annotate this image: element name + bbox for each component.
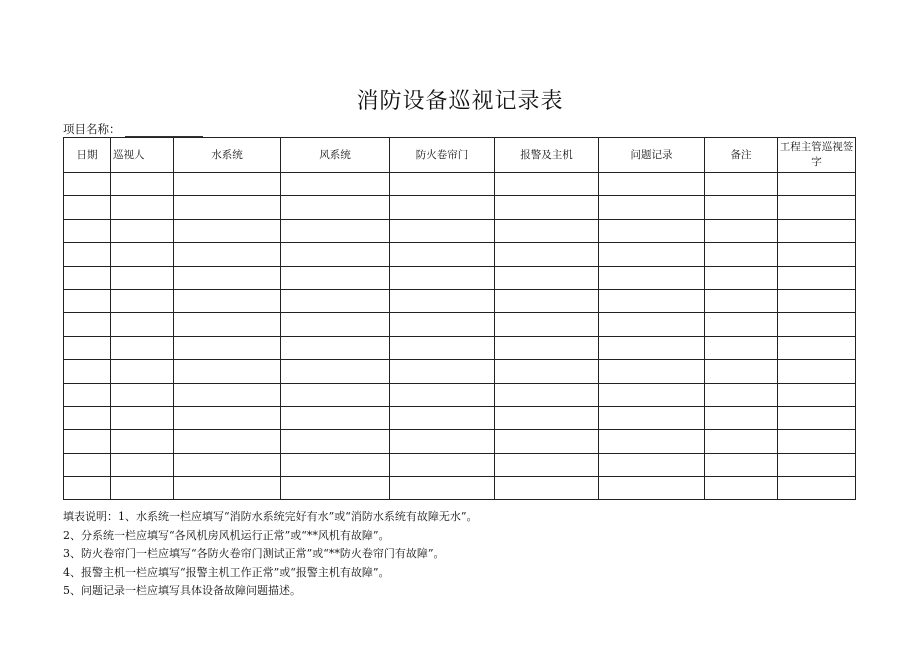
instruction-line: 4、报警主机一栏应填写“报警主机工作正常”或“报警主机有故障”。 <box>63 565 390 579</box>
table-row <box>64 477 856 500</box>
table-cell[interactable] <box>281 477 390 500</box>
table-row <box>64 383 856 406</box>
table-cell[interactable] <box>111 360 174 383</box>
table-cell[interactable] <box>705 289 778 312</box>
table-cell[interactable] <box>390 406 495 429</box>
table-cell[interactable] <box>281 289 390 312</box>
header-water-system: 水系统 <box>174 138 281 173</box>
table-cell[interactable] <box>174 453 281 476</box>
table-cell[interactable] <box>599 383 705 406</box>
header-alarm-host: 报警及主机 <box>495 138 599 173</box>
table-cell[interactable] <box>390 336 495 359</box>
table-cell[interactable] <box>390 289 495 312</box>
table-cell[interactable] <box>64 336 111 359</box>
table-cell[interactable] <box>111 219 174 242</box>
table-cell[interactable] <box>111 383 174 406</box>
table-cell[interactable] <box>705 219 778 242</box>
instruction-line: 3、防火卷帘门一栏应填写“各防火卷帘门测试正常”或“**防火卷帘门有故障”。 <box>63 547 445 560</box>
table-cell[interactable] <box>281 173 390 196</box>
table-cell[interactable] <box>390 430 495 453</box>
table-cell[interactable] <box>174 289 281 312</box>
table-cell[interactable] <box>495 360 599 383</box>
table-row <box>64 289 856 312</box>
table-cell[interactable] <box>281 406 390 429</box>
table-cell[interactable] <box>174 430 281 453</box>
table-row <box>64 453 856 476</box>
table-cell[interactable] <box>174 219 281 242</box>
header-fire-shutter: 防火卷帘门 <box>390 138 495 173</box>
table-cell[interactable] <box>599 336 705 359</box>
table-cell[interactable] <box>64 289 111 312</box>
table-cell[interactable] <box>174 196 281 219</box>
table-cell[interactable] <box>778 243 856 266</box>
instruction-line: 5、问题记录一栏应填写具体设备故障问题描述。 <box>63 584 301 597</box>
table-cell[interactable] <box>599 453 705 476</box>
table-cell[interactable] <box>64 196 111 219</box>
table-row <box>64 219 856 242</box>
table-cell[interactable] <box>281 453 390 476</box>
header-air-system: 风系统 <box>281 138 390 173</box>
project-name-label: 项目名称： <box>63 122 121 136</box>
table-cell[interactable] <box>111 173 174 196</box>
table-cell[interactable] <box>599 243 705 266</box>
table-cell[interactable] <box>111 406 174 429</box>
table-cell[interactable] <box>281 336 390 359</box>
table-row <box>64 430 856 453</box>
table-cell[interactable] <box>390 196 495 219</box>
table-cell[interactable] <box>111 453 174 476</box>
table-cell[interactable] <box>705 173 778 196</box>
table-row <box>64 360 856 383</box>
table-cell[interactable] <box>778 477 856 500</box>
table-cell[interactable] <box>495 336 599 359</box>
table-cell[interactable] <box>705 243 778 266</box>
header-issue-record: 问题记录 <box>599 138 705 173</box>
table-cell[interactable] <box>174 266 281 289</box>
table-cell[interactable] <box>778 383 856 406</box>
table-cell[interactable] <box>778 313 856 336</box>
table-cell[interactable] <box>174 477 281 500</box>
table-cell[interactable] <box>599 313 705 336</box>
table-row <box>64 313 856 336</box>
table-cell[interactable] <box>495 477 599 500</box>
table-cell[interactable] <box>495 243 599 266</box>
table-cell[interactable] <box>599 266 705 289</box>
table-cell[interactable] <box>495 453 599 476</box>
table-cell[interactable] <box>705 453 778 476</box>
table-cell[interactable] <box>705 430 778 453</box>
table-cell[interactable] <box>64 453 111 476</box>
table-cell[interactable] <box>705 477 778 500</box>
project-name-blank <box>125 124 203 137</box>
table-cell[interactable] <box>390 313 495 336</box>
table-cell[interactable] <box>599 477 705 500</box>
table-cell[interactable] <box>281 243 390 266</box>
table-cell[interactable] <box>705 196 778 219</box>
table-cell[interactable] <box>599 173 705 196</box>
table-cell[interactable] <box>495 383 599 406</box>
instructions <box>63 508 478 601</box>
table-row <box>64 196 856 219</box>
table-cell[interactable] <box>778 266 856 289</box>
table-cell[interactable] <box>495 196 599 219</box>
table-cell[interactable] <box>495 406 599 429</box>
table-row <box>64 243 856 266</box>
table-cell[interactable] <box>111 196 174 219</box>
table-cell[interactable] <box>778 360 856 383</box>
table-cell[interactable] <box>599 360 705 383</box>
table-cell[interactable] <box>111 243 174 266</box>
table-cell[interactable] <box>599 430 705 453</box>
table-cell[interactable] <box>390 453 495 476</box>
table-cell[interactable] <box>495 219 599 242</box>
table-cell[interactable] <box>64 430 111 453</box>
table-cell[interactable] <box>281 360 390 383</box>
header-inspector: 巡视人 <box>111 138 174 173</box>
table-cell[interactable] <box>64 360 111 383</box>
table-cell[interactable] <box>495 289 599 312</box>
table-cell[interactable] <box>778 219 856 242</box>
table-cell[interactable] <box>64 173 111 196</box>
table-cell[interactable] <box>64 243 111 266</box>
table-cell[interactable] <box>281 430 390 453</box>
page-title: 消防设备巡视记录表 <box>356 89 564 114</box>
table-cell[interactable] <box>390 219 495 242</box>
table-cell[interactable] <box>281 219 390 242</box>
table-cell[interactable] <box>281 266 390 289</box>
header-remarks: 备注 <box>705 138 778 173</box>
table-cell[interactable] <box>778 336 856 359</box>
table-cell[interactable] <box>495 173 599 196</box>
table-cell[interactable] <box>64 383 111 406</box>
table-cell[interactable] <box>64 406 111 429</box>
table-cell[interactable] <box>599 196 705 219</box>
table-row <box>64 406 856 429</box>
header-date: 日期 <box>64 138 111 173</box>
table-row <box>64 336 856 359</box>
table-cell[interactable] <box>174 336 281 359</box>
table-cell[interactable] <box>390 266 495 289</box>
table-cell[interactable] <box>281 383 390 406</box>
table-cell[interactable] <box>390 383 495 406</box>
table-cell[interactable] <box>495 313 599 336</box>
table-header-row <box>64 138 856 173</box>
instruction-line: 2、分系统一栏应填写“各风机房风机运行正常”或“**风机有故障”。 <box>63 528 390 542</box>
table-cell[interactable] <box>390 173 495 196</box>
table-cell[interactable] <box>64 219 111 242</box>
table-cell[interactable] <box>705 383 778 406</box>
table-cell[interactable] <box>111 266 174 289</box>
table-cell[interactable] <box>281 196 390 219</box>
table-row <box>64 173 856 196</box>
table-cell[interactable] <box>778 453 856 476</box>
table-cell[interactable] <box>599 219 705 242</box>
table-cell[interactable] <box>705 406 778 429</box>
table-cell[interactable] <box>705 266 778 289</box>
table-cell[interactable] <box>705 336 778 359</box>
table-cell[interactable] <box>495 430 599 453</box>
table-body <box>64 173 856 500</box>
table-cell[interactable] <box>281 313 390 336</box>
table-cell[interactable] <box>64 477 111 500</box>
table-cell[interactable] <box>778 173 856 196</box>
table-cell[interactable] <box>599 406 705 429</box>
table-cell[interactable] <box>111 477 174 500</box>
table-cell[interactable] <box>64 313 111 336</box>
table-cell[interactable] <box>174 406 281 429</box>
table-cell[interactable] <box>174 360 281 383</box>
table-row <box>64 266 856 289</box>
table-cell[interactable] <box>705 313 778 336</box>
header-supervisor-signature: 工程主管巡视签字 <box>778 138 856 173</box>
table-cell[interactable] <box>778 196 856 219</box>
table-cell[interactable] <box>599 289 705 312</box>
table-cell[interactable] <box>111 289 174 312</box>
table-cell[interactable] <box>778 289 856 312</box>
instruction-line: 填表说明：1、水系统一栏应填写“消防水系统完好有水”或“消防水系统有故障无水”。 <box>63 510 478 523</box>
table-cell[interactable] <box>778 430 856 453</box>
table-cell[interactable] <box>174 243 281 266</box>
inspection-table <box>63 137 856 500</box>
table-cell[interactable] <box>495 266 599 289</box>
table-cell[interactable] <box>390 360 495 383</box>
table-cell[interactable] <box>111 336 174 359</box>
table-cell[interactable] <box>390 477 495 500</box>
table-cell[interactable] <box>111 430 174 453</box>
table-cell[interactable] <box>705 360 778 383</box>
table-cell[interactable] <box>174 313 281 336</box>
project-name-line <box>63 121 203 137</box>
table-cell[interactable] <box>174 173 281 196</box>
table-cell[interactable] <box>111 313 174 336</box>
table-cell[interactable] <box>174 383 281 406</box>
table-cell[interactable] <box>778 406 856 429</box>
table-cell[interactable] <box>390 243 495 266</box>
table-cell[interactable] <box>64 266 111 289</box>
